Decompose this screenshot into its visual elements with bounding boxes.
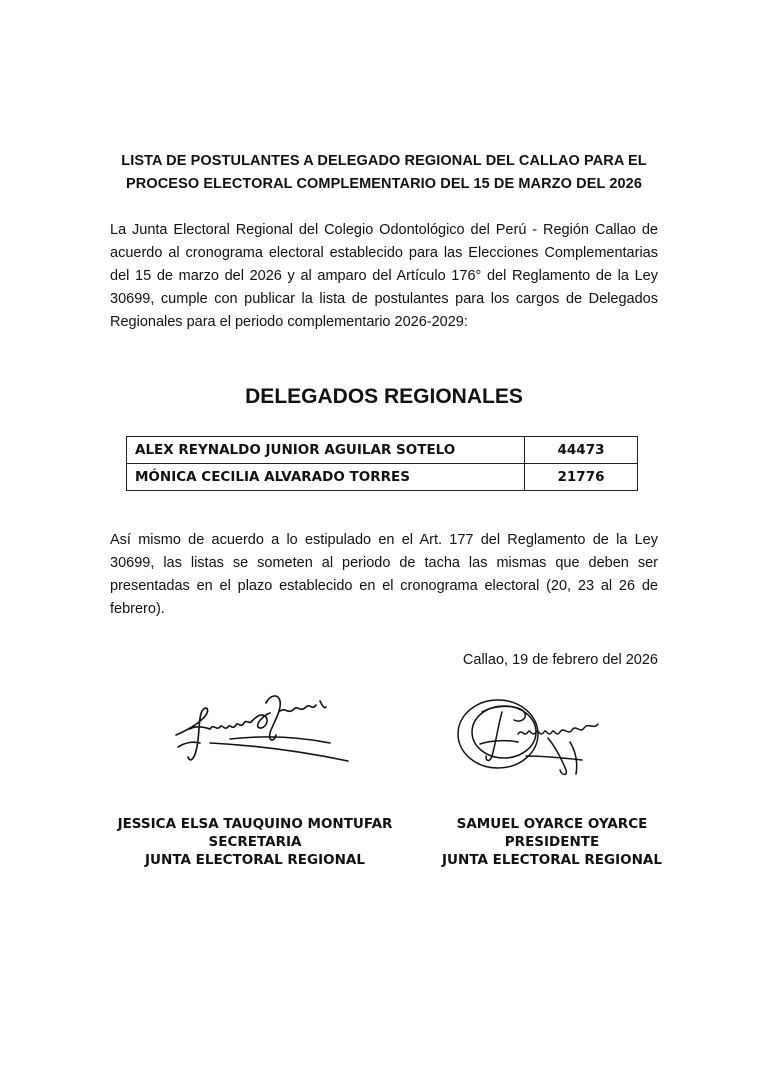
signatory-name: JESSICA ELSA TAUQUINO MONTUFAR <box>117 816 393 832</box>
delegate-name: MÓNICA CECILIA ALVARADO TORRES <box>127 464 525 491</box>
title-line-1: LISTA DE POSTULANTES A DELEGADO REGIONAL DEL CALLAO PARA EL <box>121 153 647 169</box>
delegate-name: ALEX REYNALDO JUNIOR AGUILAR SOTELO <box>127 437 525 464</box>
table-row <box>127 464 638 491</box>
title-line-2: PROCESO ELECTORAL COMPLEMENTARIO DEL 15 DE MARZO DEL 2026 <box>126 176 642 192</box>
signatory-body: JUNTA ELECTORAL REGIONAL <box>442 852 662 868</box>
place-date: Callao, 19 de febrero del 2026 <box>462 652 658 668</box>
signature-block-secretary <box>95 815 415 869</box>
signatory-role: SECRETARIA <box>208 834 302 850</box>
section-title: DELEGADOS REGIONALES <box>245 385 523 408</box>
document-title <box>110 150 658 196</box>
signature-block-president <box>418 815 686 869</box>
second-paragraph: Así mismo de acuerdo a lo estipulado en el Art. 177 del Reglamento de la Ley 30699, las listas se someten al periodo de tacha las mismas que deben ser presentadas en el plazo establecido en el cronograma electoral (20, 23 al 26 de febrero). <box>110 532 658 617</box>
signatory-role: PRESIDENTE <box>504 834 600 850</box>
delegate-number: 44473 <box>525 437 638 464</box>
delegates-table <box>126 436 638 491</box>
delegate-number: 21776 <box>525 464 638 491</box>
signature-secretary-image <box>170 685 360 775</box>
signatory-name: SAMUEL OYARCE OYARCE <box>456 816 648 832</box>
intro-paragraph: La Junta Electoral Regional del Colegio Odontológico del Perú - Región Callao de acuerdo al cronograma electoral establecido para las Elecciones Complementarias del 15 de marzo del 2026 y al amparo del Artículo 176° del Reglamento de la Ley 30699, cumple con publicar la lista de postulantes para los cargos de Delegados Regionales para el periodo complementario 2026-2029: <box>110 222 658 330</box>
table-row <box>127 437 638 464</box>
signatory-body: JUNTA ELECTORAL REGIONAL <box>145 852 365 868</box>
signature-president-image <box>452 690 622 782</box>
